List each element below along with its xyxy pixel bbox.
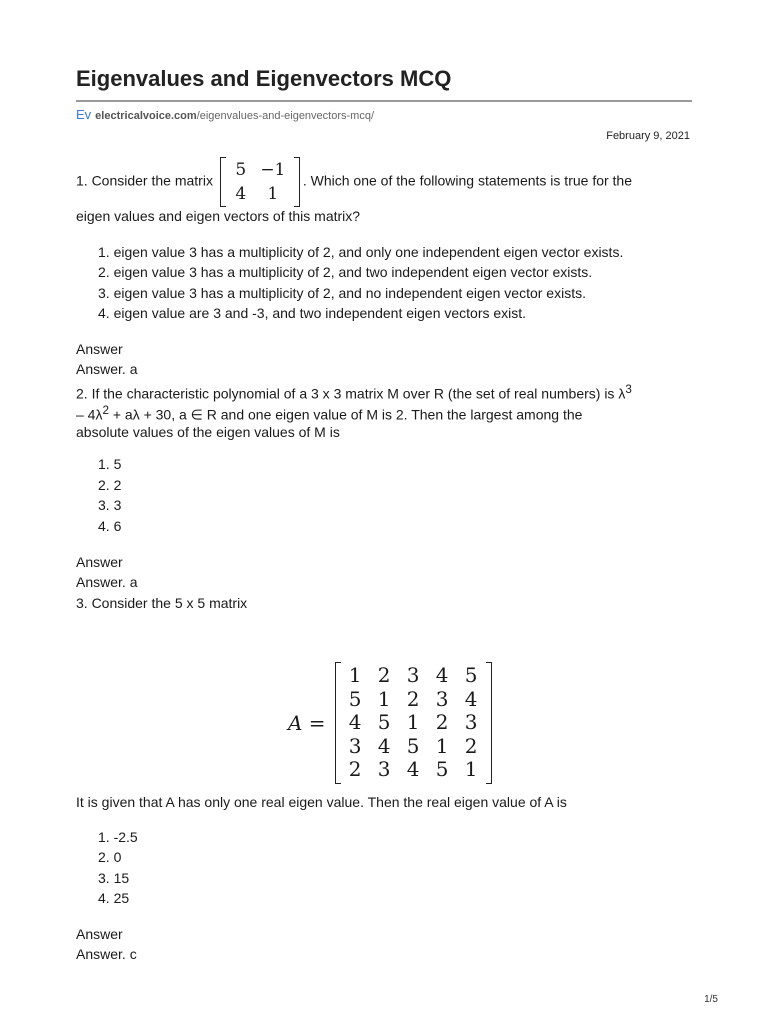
matrix-cell: 3: [377, 757, 391, 781]
matrix-cell: 2: [348, 757, 362, 781]
question-3-option: 1. -2.5: [98, 829, 138, 845]
question-3-answer: Answer. c: [76, 946, 137, 962]
question-2-line1-text: 2. If the characteristic polynomial of a 3 x 3 matrix M over R (the set of real numbers) is λ: [76, 385, 626, 402]
matrix-cell: 3: [464, 710, 478, 734]
publish-date: February 9, 2021: [606, 130, 690, 142]
question-2-line2-end: + aλ + 30, a ∈ R and one eigen value of M is 2. Then the largest among the: [108, 406, 583, 423]
question-1-answer-toggle[interactable]: Answer: [76, 341, 123, 357]
matrix-cell: −1: [260, 160, 286, 180]
matrix-right-bracket: [486, 662, 492, 784]
matrix-right-bracket: [294, 157, 300, 207]
question-2-answer-toggle[interactable]: Answer: [76, 554, 123, 570]
question-1-prefix: 1. Consider the matrix: [76, 172, 213, 189]
question-1-suffix: . Which one of the following statements is true for the: [302, 172, 633, 189]
matrix-a-body: [335, 662, 492, 784]
matrix-cell: 4: [377, 733, 391, 758]
matrix-cell: 4: [464, 686, 478, 711]
matrix-cell: 3: [348, 733, 362, 758]
question-1-option: 3. eigen value 3 has a multiplicity of 2, and no independent eigen vector exists.: [98, 285, 586, 301]
question-1-stem: [76, 157, 632, 207]
matrix-cell: 4: [406, 757, 420, 781]
source-line: [76, 107, 374, 122]
matrix-cell: 2: [406, 686, 420, 711]
question-3-option: 2. 0: [98, 849, 122, 865]
question-3-intro: 3. Consider the 5 x 5 matrix: [76, 595, 248, 611]
matrix-cell: 4: [235, 184, 247, 204]
matrix-cell: 5: [235, 160, 247, 180]
question-2-option: 2. 2: [98, 477, 122, 493]
matrix-cell: 2: [435, 710, 449, 734]
question-1-answer: Answer. a: [76, 361, 138, 377]
matrix-cell: 1: [464, 757, 478, 781]
matrix-cell: 1: [406, 710, 420, 734]
matrix-left-bracket: [335, 662, 341, 784]
matrix-cell: 4: [348, 710, 362, 734]
question-2-answer: Answer. a: [76, 574, 138, 590]
matrix-a-lhs: A =: [288, 710, 326, 735]
question-2-line3: absolute values of the eigen values of M is: [76, 424, 340, 440]
question-3-answer-toggle[interactable]: Answer: [76, 926, 123, 942]
question-2-option: 4. 6: [98, 518, 122, 534]
source-path: /eigenvalues-and-eigenvectors-mcq/: [196, 110, 375, 122]
matrix-cell: 3: [406, 663, 420, 687]
matrix-cell: 5: [406, 733, 420, 758]
matrix-cell: 5: [377, 710, 391, 734]
superscript: 3: [625, 383, 632, 396]
source-link[interactable]: [95, 110, 374, 122]
matrix-left-bracket: [220, 157, 226, 207]
question-2-option: 3. 3: [98, 497, 122, 513]
matrix-cell: 3: [435, 686, 449, 711]
matrix-cell: 5: [348, 686, 362, 711]
question-2-line2-start: – 4λ: [76, 406, 103, 423]
matrix-cell: 2: [464, 733, 478, 758]
title-divider: [76, 100, 692, 102]
question-1-line2: eigen values and eigen vectors of this matrix?: [76, 208, 361, 224]
matrix-cell: 1: [435, 733, 449, 758]
page-number: 1/5: [704, 994, 718, 1005]
matrix-a: [288, 662, 495, 784]
matrix-cell: 5: [435, 757, 449, 781]
source-domain: electricalvoice.com: [95, 110, 197, 122]
question-1-option: 1. eigen value 3 has a multiplicity of 2, and only one independent eigen vector exists.: [98, 244, 624, 260]
page-title: Eigenvalues and Eigenvectors MCQ: [76, 66, 452, 91]
matrix-cell: 5: [464, 663, 478, 687]
matrix-cell: 1: [377, 686, 391, 711]
superscript: 2: [102, 404, 109, 417]
question-1-option: 4. eigen value are 3 and -3, and two independent eigen vectors exist.: [98, 305, 527, 321]
question-3-option: 4. 25: [98, 890, 130, 906]
matrix-cell: 2: [377, 663, 391, 687]
question-3-statement: It is given that A has only one real eigen value. Then the real eigen value of A is: [76, 794, 567, 810]
matrix-cell: 4: [435, 663, 449, 687]
question-3-option: 3. 15: [98, 870, 130, 886]
matrix-cell: 1: [348, 663, 362, 687]
matrix-cell: 1: [267, 184, 279, 204]
question-1-matrix: [220, 157, 300, 207]
question-1-option: 2. eigen value 3 has a multiplicity of 2, and two independent eigen vector exists.: [98, 264, 593, 280]
question-2-option: 1. 5: [98, 456, 122, 472]
ev-logo-icon: Ev: [76, 107, 92, 122]
